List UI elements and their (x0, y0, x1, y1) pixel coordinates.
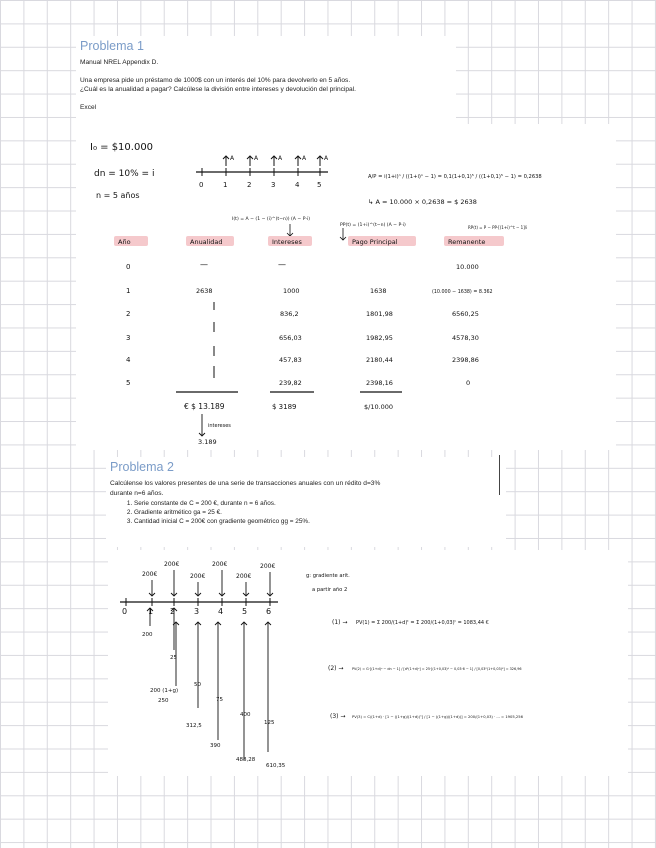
p1-formula-remanente: RP(t) = P − PP·[(1+i)^t − 1]/i (468, 225, 528, 230)
problem2-statement-line2: durante n=6 años. (110, 489, 164, 497)
p2-side-note-1: g: gradiente arit. (306, 573, 350, 579)
problem2-title: Problema 2 (110, 460, 174, 474)
svg-text:(10.000 − 1638) = 8.362: (10.000 − 1638) = 8.362 (432, 290, 493, 295)
p2-eq1: PV(1) = Σ 200/(1+d)ᵗ = Σ 200/(1+0,03)ᵗ = 1083,44 € (356, 620, 489, 626)
p1-header-anualidad: Anualidad (190, 238, 223, 246)
p1-formula-intereses: I(t) = A − (1 − (i)^(t−n)) (A − P·i) (232, 217, 311, 222)
svg-text:2398,86: 2398,86 (452, 356, 479, 364)
p1-tick-4: 4 (295, 181, 300, 189)
svg-text:6560,25: 6560,25 (452, 310, 479, 318)
p2-tick-0: 0 (122, 607, 128, 616)
p1-tick-1: 1 (223, 181, 228, 189)
p2-eq3: PV(3) = C/(1+d) · [1 − ((1+g)/(1+d))ⁿ] / [1 − ((1+g)/(1+d))] = 200/(1+0,03) · ... = 1905,256 (352, 715, 523, 719)
p1-arrow-label-3: A (278, 155, 283, 162)
p1-header-intereses: Intereses (272, 238, 302, 246)
p2-top-amount-6: 200€ (260, 563, 276, 570)
problem1-statement-line2: ¿Cuál es la anualidad a pagar? Calcúlese la división entre intereses y devolución del principal. (80, 86, 357, 94)
p2-value-610: 610,35 (266, 763, 286, 769)
p2-down-arrows (149, 570, 273, 596)
p1-total-interest-value: 3.189 (198, 438, 217, 446)
p2-side-note-2: a partir año 2 (312, 587, 348, 593)
p2-value-200g: 200 (1+g) (150, 688, 179, 694)
problem1-tool: Excel (80, 103, 97, 111)
svg-text:2398,16: 2398,16 (366, 379, 393, 387)
p2-tick-6: 6 (266, 607, 272, 616)
svg-text:836,2: 836,2 (280, 310, 299, 318)
p2-value-50: 50 (194, 682, 201, 688)
p2-tick-5: 5 (242, 607, 248, 616)
svg-text:656,03: 656,03 (279, 334, 302, 342)
svg-text:1801,98: 1801,98 (366, 310, 393, 318)
p1-interest-sum: $ 3189 (272, 403, 297, 411)
p2-value-390: 390 (210, 743, 221, 749)
svg-text:239,82: 239,82 (279, 379, 302, 387)
p2-top-amount-5: 200€ (236, 573, 252, 580)
p1-tick-2: 2 (247, 181, 252, 189)
p1-total-label: intereses (208, 423, 231, 429)
p2-value-400: 400 (240, 712, 251, 718)
svg-text:1000: 1000 (283, 287, 300, 295)
p1-tick-5: 5 (317, 181, 322, 189)
p2-tick-3: 3 (194, 607, 200, 616)
p1-given-i: dn = 10% = i (94, 169, 155, 179)
svg-text:4578,30: 4578,30 (452, 334, 479, 342)
p2-up-arrows (147, 608, 271, 760)
p1-header-principal: Pago Principal (352, 238, 398, 246)
p1-annuity-result: ↳ A = 10.000 × 0,2638 = $ 2638 (368, 198, 477, 206)
p1-header-remanente: Remanente (448, 238, 486, 246)
svg-text:2638: 2638 (196, 287, 213, 295)
svg-text:1982,95: 1982,95 (366, 334, 393, 342)
problem1-source: Manual NREL Appendix D. (80, 59, 159, 66)
svg-text:10.000: 10.000 (456, 263, 479, 271)
problem2-item-3: 3. Cantidad inicial C = 200€ con gradiente geométrico gg = 25%. (134, 517, 502, 526)
p1-arrow-label-1: A (230, 155, 235, 162)
svg-text:—: — (278, 260, 286, 269)
p1-total-annuity: € $ 13.189 (184, 402, 225, 411)
problem2-item-1: 1. Serie constante de C = 200 €, durante n = 6 años. (134, 499, 502, 508)
p2-top-amount-3: 200€ (190, 573, 206, 580)
p2-value-488: 488,28 (236, 757, 256, 763)
p2-top-amount-1: 200€ (142, 571, 158, 578)
p1-principal-sum: $/10.000 (364, 403, 394, 411)
problem2-statement-line1: Calcúlense los valores presentes de una serie de transacciones anuales con un rédito d=3% (110, 480, 381, 487)
problem1-title: Problema 1 (80, 39, 144, 53)
p2-value-250: 250 (158, 698, 169, 704)
p2-eq2-label: (2) → (328, 665, 344, 672)
p1-arrow-label-4: A (302, 155, 307, 162)
svg-text:5: 5 (126, 379, 131, 387)
p2-value-25: 25 (170, 655, 177, 661)
p2-top-amount-4: 200€ (212, 561, 228, 568)
svg-text:457,83: 457,83 (279, 356, 302, 364)
svg-text:1638: 1638 (370, 287, 387, 295)
p2-value-312: 312,5 (186, 723, 202, 729)
p2-tick-4: 4 (218, 607, 224, 616)
problem2-item-2: 2. Gradiente aritmético ga = 25 €. (134, 508, 502, 517)
p2-eq1-label: (1) → (332, 619, 348, 626)
p2-eq3-label: (3) → (330, 713, 346, 720)
svg-text:2180,44: 2180,44 (366, 356, 393, 364)
p1-given-I: I₀ = $10.000 (90, 142, 154, 153)
p1-arrow-label-5: A (324, 155, 329, 162)
p2-top-amount-2: 200€ (164, 561, 180, 568)
p2-value-75: 75 (216, 697, 223, 703)
problem1-statement-line1: Una empresa pide un préstamo de 1000$ con un interés del 10% para devolverlo en 5 años. (80, 76, 351, 84)
p2-value-200: 200 (142, 632, 153, 638)
svg-text:2: 2 (126, 310, 131, 318)
svg-text:0: 0 (126, 263, 131, 271)
p1-tick-3: 3 (271, 181, 276, 189)
p1-formula-principal: PP(t) = (1+i)^(t−n) (A − P·i) (340, 223, 406, 228)
p1-header-ano: Año (118, 238, 131, 246)
p1-annuity-formula: A/P = i(1+i)ⁿ / ((1+i)ⁿ − 1) = 0,1(1+0,1)⁵ / ((1+0,1)⁵ − 1) = 0,2638 (368, 174, 542, 180)
svg-text:—: — (200, 260, 208, 269)
p2-eq2: PV(2) = G·[(1+d)ⁿ − dn − 1] / [d²(1+d)ⁿ] = 25·[(1+0,03)⁶ − 0,03·6 − 1] / [0,03²(1+0,03)⁶] = 326,96 (352, 667, 522, 671)
svg-text:1: 1 (126, 287, 131, 295)
p1-arrow-label-2: A (254, 155, 259, 162)
svg-text:0: 0 (466, 379, 471, 387)
p1-given-n: n = 5 años (96, 191, 140, 200)
p1-tick-0: 0 (199, 181, 204, 189)
svg-text:4: 4 (126, 356, 131, 364)
p2-value-125: 125 (264, 720, 275, 726)
p2-tick-2: 2 (170, 607, 176, 616)
svg-text:3: 3 (126, 334, 131, 342)
p2-tick-1: 1 (148, 607, 154, 616)
